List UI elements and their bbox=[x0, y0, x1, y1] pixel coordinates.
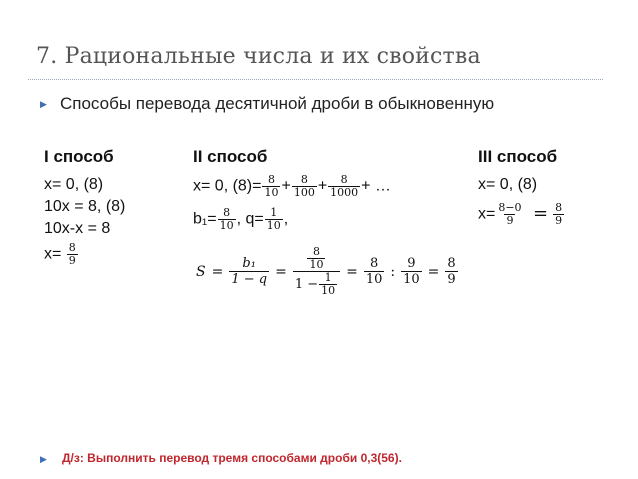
method-2-params bbox=[193, 207, 461, 232]
fraction: $\frac{8}{10}$ bbox=[219, 206, 234, 232]
method-2-column bbox=[193, 146, 461, 297]
fraction: $\frac{8}{9}$ bbox=[447, 256, 456, 287]
plus-sign: + bbox=[281, 177, 291, 195]
homework-note: Д/з: Выполнить перевод тремя способами дроби 0,3(56). bbox=[62, 451, 402, 465]
equals-sign: = bbox=[533, 202, 549, 224]
equals-sign: = bbox=[211, 263, 224, 280]
method-3-header: III способ bbox=[478, 147, 558, 166]
method-2-series bbox=[193, 174, 461, 199]
method-1-result-label: x= bbox=[44, 245, 62, 263]
method-1-column bbox=[44, 146, 125, 267]
fraction: $\frac{1}{10}$ bbox=[266, 206, 281, 232]
compound-fraction bbox=[293, 246, 340, 297]
bullet-icon: ▶ bbox=[40, 454, 47, 464]
method-3-result-label: x= bbox=[478, 205, 496, 223]
method-1-result bbox=[44, 242, 125, 267]
fraction: $\frac{8-0}{9}$ bbox=[498, 201, 522, 227]
method-1-header: I способ bbox=[44, 147, 114, 166]
method-2-header: II способ bbox=[193, 147, 268, 166]
method-1-line: 10x = 8, (8) bbox=[44, 198, 126, 215]
title-divider bbox=[28, 79, 603, 80]
equals-sign: = bbox=[275, 263, 287, 280]
method-3-result bbox=[478, 202, 565, 227]
method-1-line: 10x-x = 8 bbox=[44, 220, 111, 237]
fraction: $\frac{9}{10}$ bbox=[403, 256, 420, 287]
sum-formula bbox=[193, 246, 461, 297]
q-label: , q= bbox=[236, 210, 264, 228]
series-ellipsis: + … bbox=[361, 177, 391, 195]
slide-subtitle: Способы перевода десятичной дроби в обыкновенную bbox=[60, 94, 495, 113]
method-2-series-label: x= 0, (8)= bbox=[193, 177, 262, 195]
fraction: $\frac{8}{10}$ bbox=[309, 245, 324, 271]
fraction: $\frac{8}{9}$ bbox=[68, 241, 76, 267]
one-minus: 1 − bbox=[294, 277, 319, 292]
fraction: $\frac{1}{10}$ bbox=[321, 271, 336, 297]
slide-title: 7. Рациональные числа и их свойства bbox=[36, 44, 481, 69]
colon-sign: : bbox=[390, 263, 396, 280]
method-3-column bbox=[478, 146, 565, 227]
fraction: $\frac{8}{10}$ bbox=[264, 173, 279, 199]
plus-sign: + bbox=[317, 177, 328, 195]
equals-sign: = bbox=[346, 263, 358, 280]
fraction: $\frac{8}{1000}$ bbox=[330, 173, 359, 199]
equals-sign: = bbox=[427, 263, 440, 280]
fraction: $\frac{8}{100}$ bbox=[293, 173, 315, 199]
q-tail: , bbox=[283, 210, 289, 228]
method-3-line: x= 0, (8) bbox=[478, 176, 538, 193]
fraction: $\frac{8}{9}$ bbox=[555, 201, 563, 227]
b1-label: b₁= bbox=[193, 210, 217, 228]
bullet-icon: ▶ bbox=[40, 99, 47, 109]
fraction: $\frac{\text{b₁}}{1 - q}$ bbox=[231, 256, 268, 287]
sum-symbol: S bbox=[196, 263, 206, 280]
method-1-line: x= 0, (8) bbox=[44, 176, 104, 193]
fraction: $\frac{8}{10}$ bbox=[365, 256, 383, 287]
